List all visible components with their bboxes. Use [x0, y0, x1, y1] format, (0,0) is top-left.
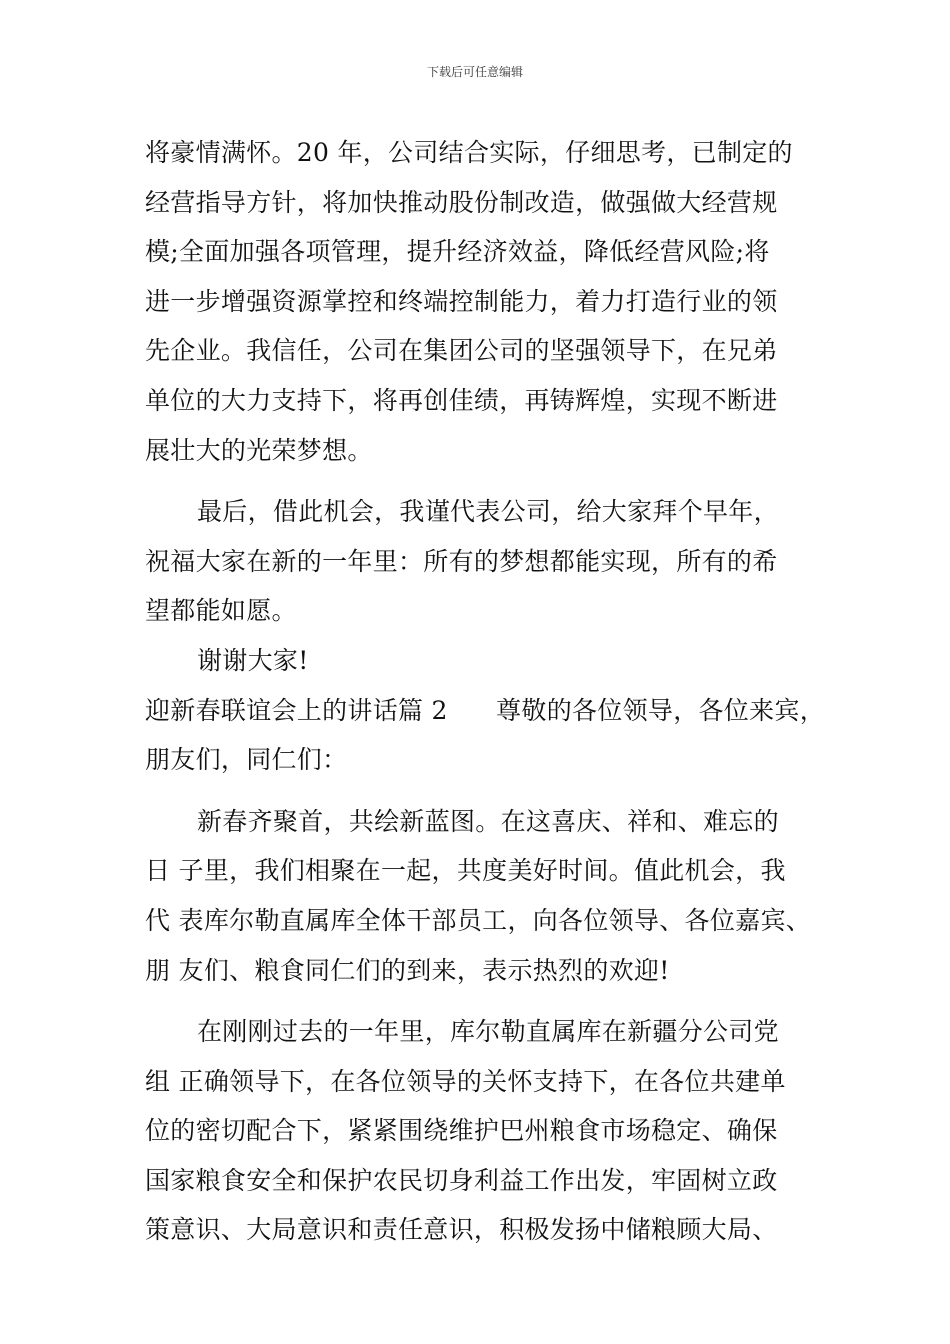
text-line: 进一步增强资源掌控和终端控制能力，着力打造行业的领 [145, 286, 778, 316]
text-line: 朋 友们、粮食同仁们的到来，表示热烈的欢迎! [145, 955, 670, 985]
text-line: 先企业。我信任，公司在集团公司的坚强领导下，在兄弟 [145, 336, 778, 366]
text-line: 将豪情满怀。20 年，公司结合实际，仔细思考，已制定的 [145, 138, 793, 167]
paragraph-2 [145, 487, 835, 636]
greeting: 尊敬的各位领导，各位来宾， [496, 695, 825, 725]
paragraph-4 [145, 797, 835, 995]
text-line: 在刚刚过去的一年里，库尔勒直属库在新疆分公司党 [197, 1017, 779, 1047]
text-line: 单位的大力支持下，将再创佳绩，再铸辉煌，实现不断进 [145, 385, 778, 415]
text-line: 组 正确领导下，在各位领导的关怀支持下，在各位共建单 [145, 1066, 786, 1096]
text-line: 祝福大家在新的一年里：所有的梦想都能实现，所有的希 [145, 546, 778, 576]
page-header-note: 下载后可任意编辑 [426, 65, 523, 79]
text-line: 经营指导方针，将加快推动股份制改造，做强做大经营规 [145, 187, 778, 217]
text-line: 国家粮食安全和保护农民切身利益工作出发，牢固树立政 [145, 1165, 778, 1195]
heading-row [145, 686, 825, 736]
text-line: 最后，借此机会，我谨代表公司，给大家拜个早年， [197, 497, 779, 527]
text-line: 位的密切配合下，紧紧围绕维护巴州粮食市场稳定、确保 [145, 1116, 778, 1146]
text-line: 望都能如愿。 [145, 596, 297, 626]
text-line: 展壮大的光荣梦想。 [145, 435, 373, 465]
text-line: 模;全面加强各项管理，提升经济效益，降低经营风险;将 [145, 237, 770, 267]
text-line: 谢谢大家! [197, 645, 309, 675]
paragraph-5 [145, 1007, 835, 1255]
text-line: 代 表库尔勒直属库全体干部员工，向各位领导、各位嘉宾、 [145, 905, 812, 935]
text-line: 策意识、大局意识和责任意识，积极发扬中储粮顾大局、 [145, 1215, 778, 1245]
paragraph-3 [145, 636, 835, 686]
paragraph-1 [145, 128, 835, 475]
text-line: 日 子里，我们相聚在一起，共度美好时间。值此机会，我 [145, 856, 786, 886]
section-heading [145, 686, 835, 785]
text-line: 新春齐聚首，共绘新蓝图。在这喜庆、祥和、难忘的 [197, 806, 779, 836]
section-title: 迎新春联谊会上的讲话篇 2 [145, 695, 448, 725]
document-body [145, 128, 835, 1255]
greeting-continued: 朋友们，同仁们： [145, 745, 348, 775]
